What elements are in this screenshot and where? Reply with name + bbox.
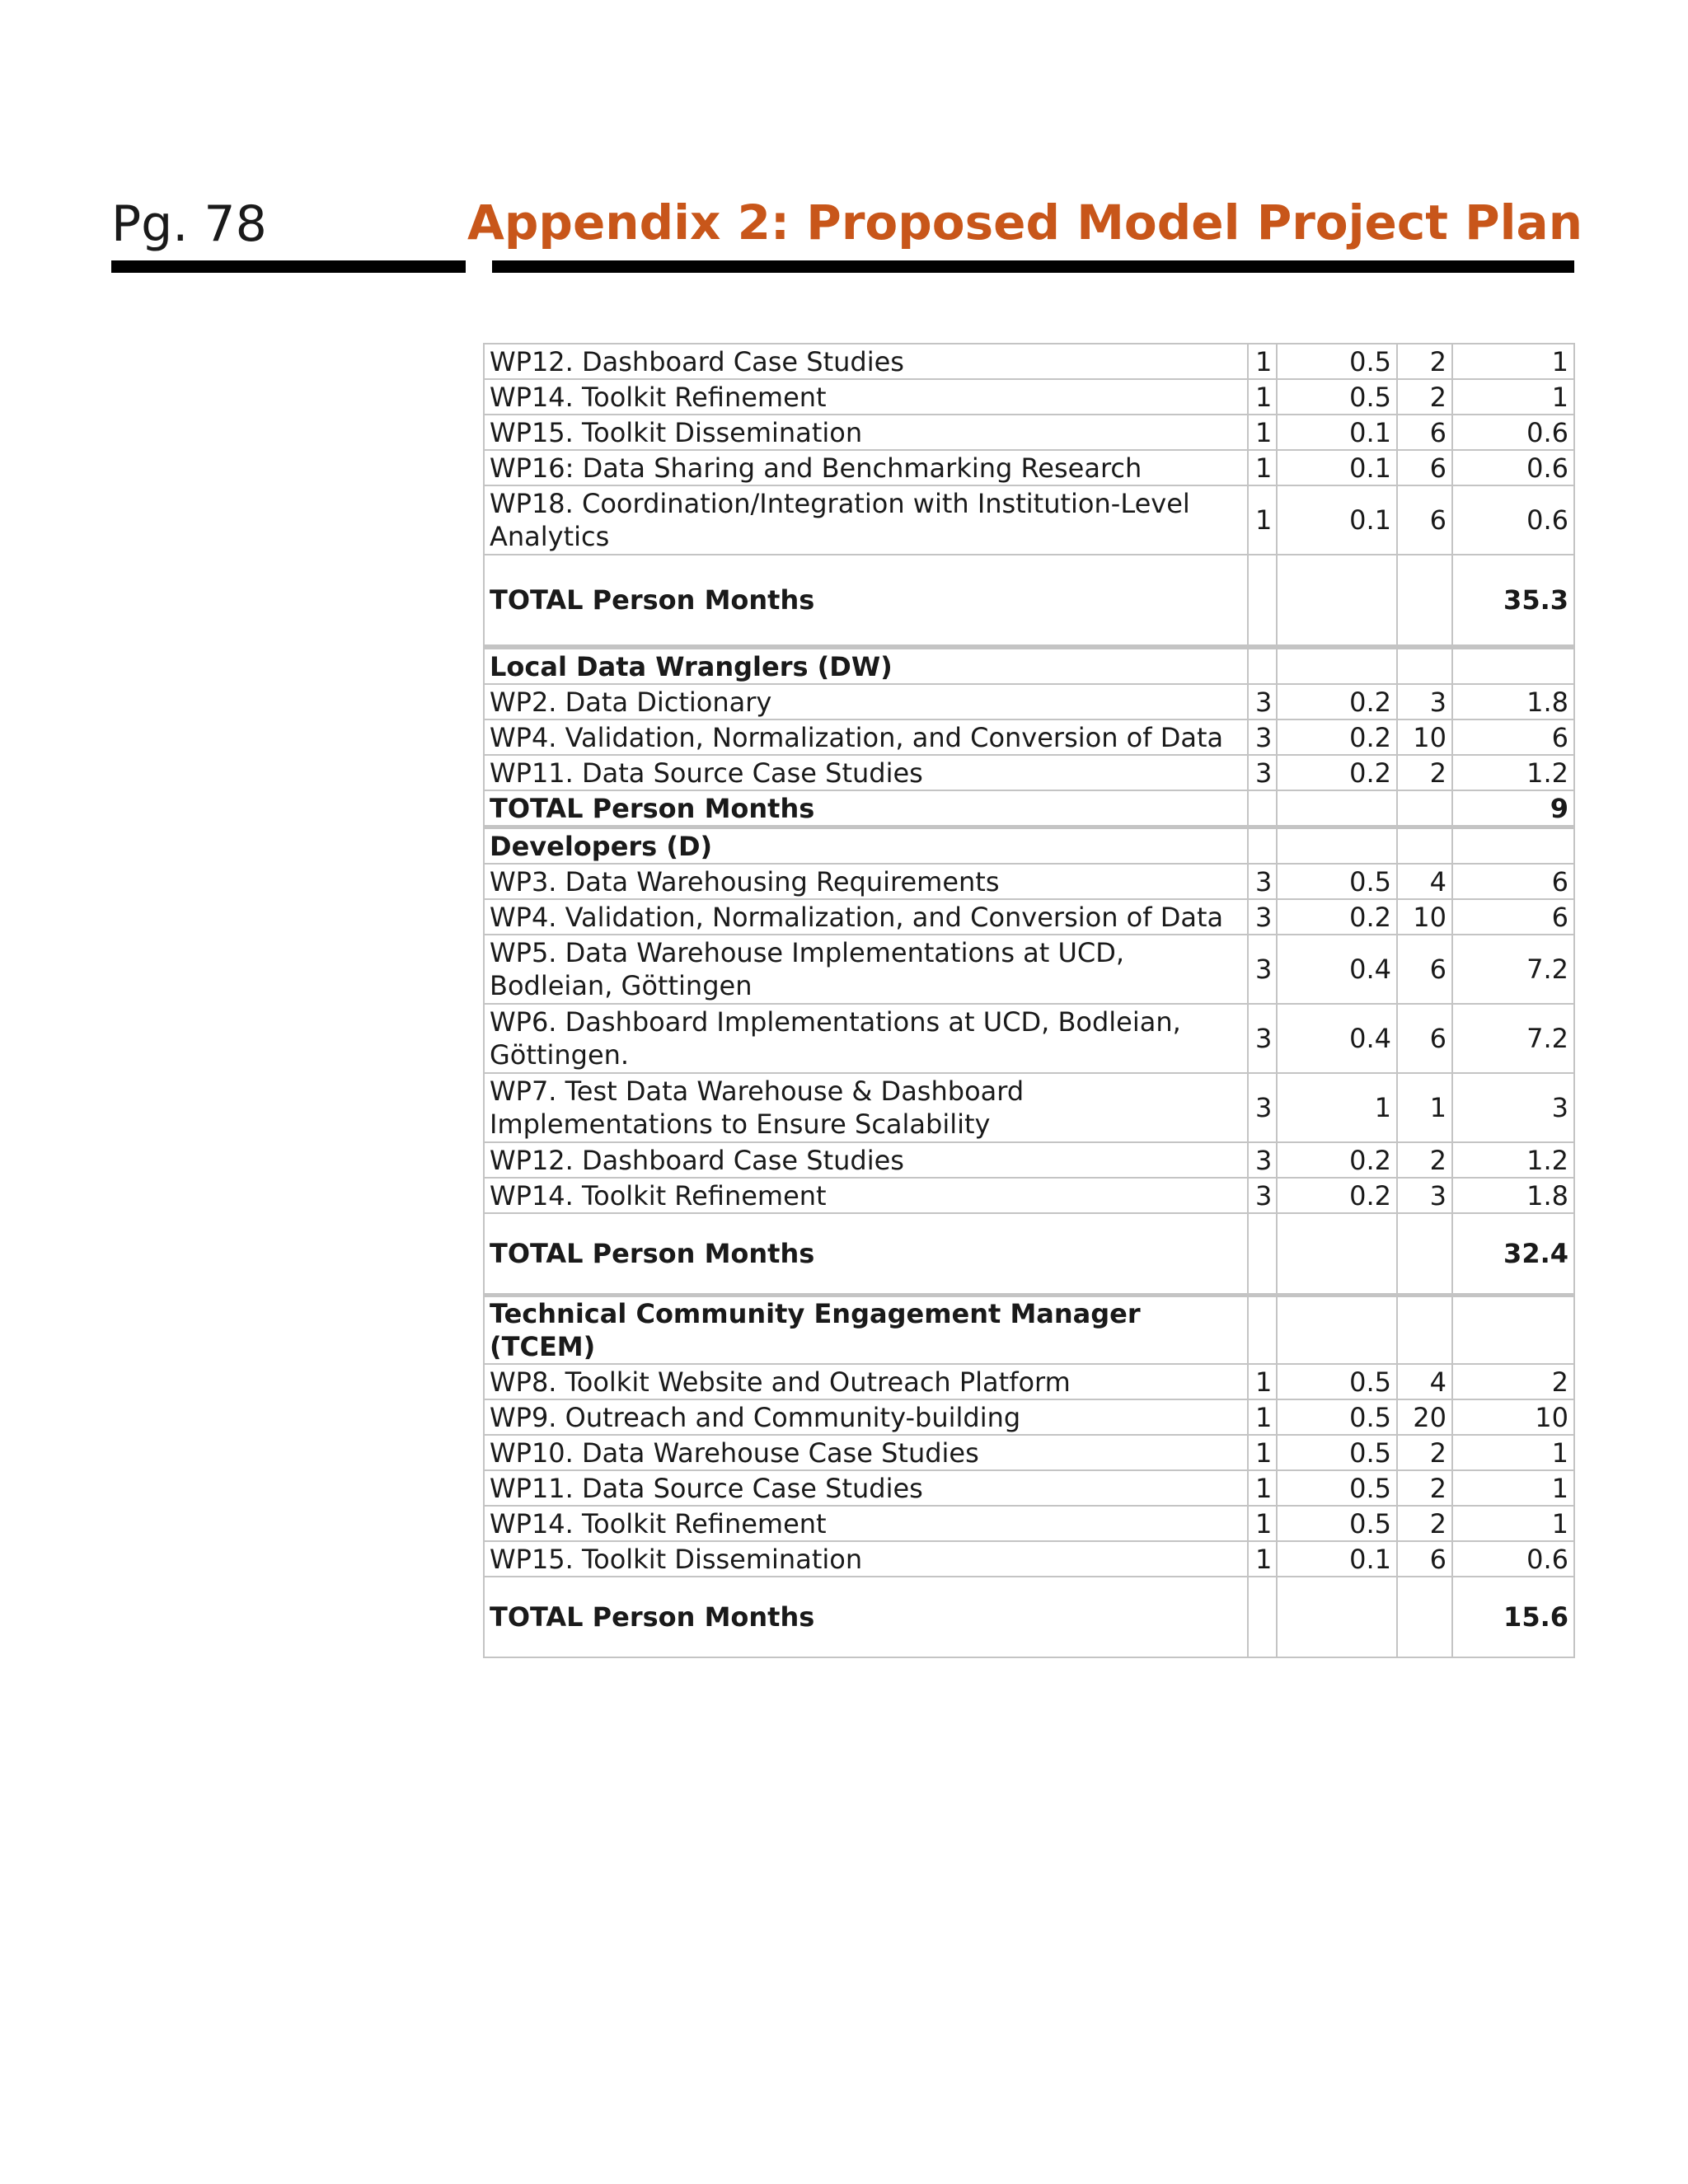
person-months-cell: 6 [1452,864,1574,899]
empty-cell [1397,1213,1452,1296]
count-cell: 1 [1248,1470,1277,1506]
empty-cell [1248,647,1277,684]
total-value: 15.6 [1452,1577,1574,1657]
table-row [484,1399,1574,1435]
page-number: Pg. 78 [111,195,267,253]
table-row [484,450,1574,485]
count-cell: 1 [1248,1364,1277,1399]
task-cell: WP2. Data Dictionary [484,684,1248,719]
person-months-cell: 1 [1452,1435,1574,1470]
fte-cell: 0.1 [1277,1541,1397,1577]
months-cell: 2 [1397,1470,1452,1506]
count-cell: 3 [1248,864,1277,899]
person-months-cell: 0.6 [1452,485,1574,555]
empty-cell [1248,827,1277,865]
months-cell: 6 [1397,485,1452,555]
person-months-cell: 1.8 [1452,684,1574,719]
person-months-cell: 0.6 [1452,450,1574,485]
group-label: Developers (D) [484,827,1248,865]
task-cell: WP12. Dashboard Case Studies [484,344,1248,379]
months-cell: 1 [1397,1073,1452,1142]
months-cell: 2 [1397,755,1452,790]
task-cell: WP7. Test Data Warehouse & Dashboard Implementations to Ensure Scalability [484,1073,1248,1142]
count-cell: 1 [1248,1435,1277,1470]
fte-cell: 0.5 [1277,379,1397,415]
page-title: Appendix 2: Proposed Model Project Plan [467,194,1582,251]
fte-cell: 0.1 [1277,485,1397,555]
fte-cell: 0.2 [1277,684,1397,719]
count-cell: 3 [1248,1073,1277,1142]
empty-cell [1277,647,1397,684]
person-months-cell: 1.8 [1452,1178,1574,1213]
empty-cell [1452,647,1574,684]
table-row [484,485,1574,555]
empty-cell [1277,1213,1397,1296]
fte-cell: 0.2 [1277,1178,1397,1213]
header-rule-right [492,260,1574,273]
total-label: TOTAL Person Months [484,555,1248,647]
table-row [484,1142,1574,1178]
group-label: Local Data Wranglers (DW) [484,647,1248,684]
fte-cell: 0.2 [1277,899,1397,935]
table-row [484,719,1574,755]
months-cell: 10 [1397,719,1452,755]
person-months-cell: 0.6 [1452,415,1574,450]
count-cell: 3 [1248,1004,1277,1073]
task-cell: WP5. Data Warehouse Implementations at UCD, Bodleian, Göttingen [484,935,1248,1004]
person-months-cell: 3 [1452,1073,1574,1142]
fte-cell: 0.5 [1277,864,1397,899]
table-row [484,1073,1574,1142]
person-months-cell: 10 [1452,1399,1574,1435]
months-cell: 20 [1397,1399,1452,1435]
months-cell: 3 [1397,1178,1452,1213]
task-cell: WP15. Toolkit Dissemination [484,1541,1248,1577]
group-header-row [484,1296,1574,1365]
total-value: 32.4 [1452,1213,1574,1296]
count-cell: 3 [1248,1142,1277,1178]
count-cell: 3 [1248,684,1277,719]
empty-cell [1397,555,1452,647]
months-cell: 6 [1397,415,1452,450]
table-row [484,344,1574,379]
table-row [484,1470,1574,1506]
person-months-cell: 1 [1452,344,1574,379]
person-months-cell: 1 [1452,379,1574,415]
task-cell: WP14. Toolkit Refinement [484,1506,1248,1541]
task-cell: WP10. Data Warehouse Case Studies [484,1435,1248,1470]
total-label: TOTAL Person Months [484,1213,1248,1296]
empty-cell [1397,1296,1452,1365]
count-cell: 3 [1248,719,1277,755]
empty-cell [1397,1577,1452,1657]
empty-cell [1452,827,1574,865]
empty-cell [1277,555,1397,647]
count-cell: 1 [1248,485,1277,555]
empty-cell [1277,790,1397,827]
count-cell: 3 [1248,1178,1277,1213]
table-row [484,1435,1574,1470]
person-months-cell: 7.2 [1452,935,1574,1004]
count-cell: 1 [1248,415,1277,450]
count-cell: 3 [1248,755,1277,790]
header-rule-left [111,260,466,273]
months-cell: 10 [1397,899,1452,935]
total-row [484,1577,1574,1657]
fte-cell: 0.5 [1277,344,1397,379]
months-cell: 4 [1397,1364,1452,1399]
count-cell: 1 [1248,1506,1277,1541]
empty-cell [1248,555,1277,647]
task-cell: WP11. Data Source Case Studies [484,755,1248,790]
person-months-cell: 6 [1452,719,1574,755]
months-cell: 4 [1397,864,1452,899]
count-cell: 1 [1248,1541,1277,1577]
table-row [484,1364,1574,1399]
months-cell: 2 [1397,1435,1452,1470]
empty-cell [1248,1577,1277,1657]
table-row [484,755,1574,790]
months-cell: 6 [1397,1004,1452,1073]
table-row [484,899,1574,935]
count-cell: 1 [1248,379,1277,415]
fte-cell: 0.2 [1277,755,1397,790]
empty-cell [1248,790,1277,827]
group-header-row [484,647,1574,684]
task-cell: WP14. Toolkit Refinement [484,1178,1248,1213]
months-cell: 2 [1397,379,1452,415]
months-cell: 3 [1397,684,1452,719]
count-cell: 1 [1248,1399,1277,1435]
table-row [484,379,1574,415]
table-row [484,1004,1574,1073]
months-cell: 2 [1397,1506,1452,1541]
task-cell: WP18. Coordination/Integration with Institution-Level Analytics [484,485,1248,555]
person-months-cell: 0.6 [1452,1541,1574,1577]
task-cell: WP15. Toolkit Dissemination [484,415,1248,450]
total-row [484,1213,1574,1296]
group-label: Technical Community Engagement Manager (TCEM) [484,1296,1248,1365]
table-row [484,1506,1574,1541]
table-row [484,935,1574,1004]
months-cell: 6 [1397,1541,1452,1577]
count-cell: 1 [1248,450,1277,485]
task-cell: WP12. Dashboard Case Studies [484,1142,1248,1178]
total-value: 9 [1452,790,1574,827]
fte-cell: 0.5 [1277,1506,1397,1541]
person-months-cell: 1 [1452,1506,1574,1541]
fte-cell: 0.1 [1277,450,1397,485]
fte-cell: 0.5 [1277,1470,1397,1506]
task-cell: WP14. Toolkit Refinement [484,379,1248,415]
table-row [484,864,1574,899]
person-months-cell: 2 [1452,1364,1574,1399]
table-row [484,684,1574,719]
empty-cell [1248,1213,1277,1296]
person-months-cell: 7.2 [1452,1004,1574,1073]
table-row [484,1541,1574,1577]
months-cell: 6 [1397,450,1452,485]
table-row [484,415,1574,450]
task-cell: WP6. Dashboard Implementations at UCD, Bodleian, Göttingen. [484,1004,1248,1073]
empty-cell [1277,1577,1397,1657]
empty-cell [1397,790,1452,827]
empty-cell [1397,647,1452,684]
empty-cell [1452,1296,1574,1365]
fte-cell: 0.5 [1277,1364,1397,1399]
person-months-cell: 6 [1452,899,1574,935]
count-cell: 3 [1248,899,1277,935]
count-cell: 3 [1248,935,1277,1004]
total-value: 35.3 [1452,555,1574,647]
months-cell: 2 [1397,1142,1452,1178]
count-cell: 1 [1248,344,1277,379]
task-cell: WP9. Outreach and Community-building [484,1399,1248,1435]
fte-cell: 0.4 [1277,1004,1397,1073]
person-months-cell: 1 [1452,1470,1574,1506]
fte-cell: 0.2 [1277,719,1397,755]
group-header-row [484,827,1574,865]
fte-cell: 0.2 [1277,1142,1397,1178]
task-cell: WP4. Validation, Normalization, and Conversion of Data [484,719,1248,755]
empty-cell [1397,827,1452,865]
person-months-cell: 1.2 [1452,1142,1574,1178]
task-cell: WP8. Toolkit Website and Outreach Platform [484,1364,1248,1399]
task-cell: WP3. Data Warehousing Requirements [484,864,1248,899]
fte-cell: 0.5 [1277,1435,1397,1470]
task-cell: WP4. Validation, Normalization, and Conversion of Data [484,899,1248,935]
months-cell: 6 [1397,935,1452,1004]
empty-cell [1277,827,1397,865]
total-label: TOTAL Person Months [484,1577,1248,1657]
empty-cell [1277,1296,1397,1365]
task-cell: WP16: Data Sharing and Benchmarking Research [484,450,1248,485]
empty-cell [1248,1296,1277,1365]
fte-cell: 1 [1277,1073,1397,1142]
table-row [484,1178,1574,1213]
fte-cell: 0.5 [1277,1399,1397,1435]
total-row [484,790,1574,827]
fte-cell: 0.1 [1277,415,1397,450]
person-months-cell: 1.2 [1452,755,1574,790]
project-plan-table [483,343,1575,1658]
task-cell: WP11. Data Source Case Studies [484,1470,1248,1506]
fte-cell: 0.4 [1277,935,1397,1004]
total-label: TOTAL Person Months [484,790,1248,827]
months-cell: 2 [1397,344,1452,379]
total-row [484,555,1574,647]
